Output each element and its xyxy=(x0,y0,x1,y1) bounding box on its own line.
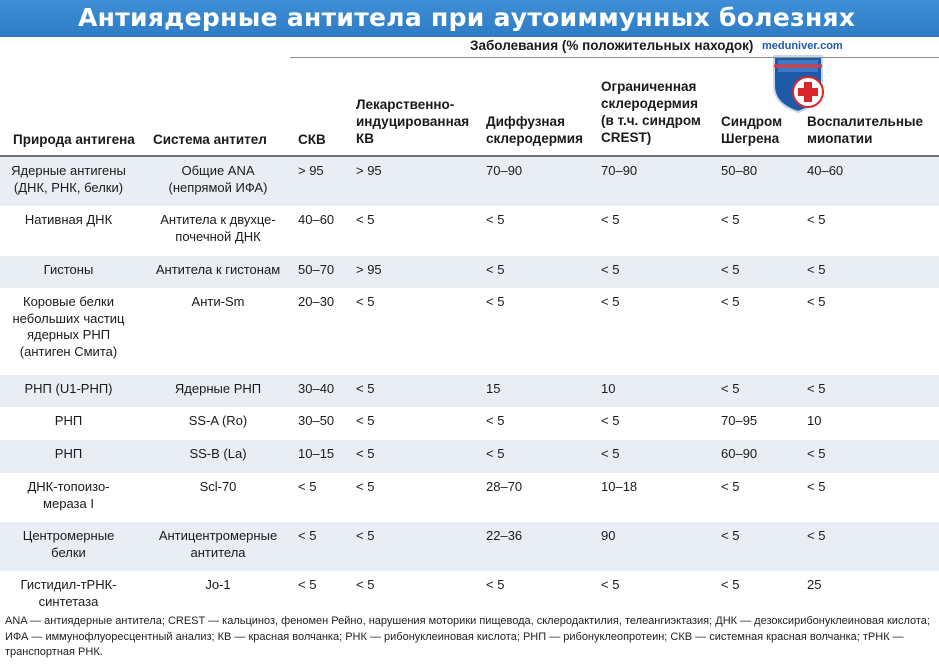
cell-limited: < 5 xyxy=(601,413,620,428)
cell-drug: < 5 xyxy=(356,413,375,428)
cell-antigen: Гистидил-тРНК- синтетаза xyxy=(20,577,117,609)
site-logo[interactable] xyxy=(762,40,842,112)
footnote: ANA — антиядерные антитела; CREST — кальциноз, феномен Рейно, нарушения моторики пищевода, склеродактилия, телеангиэктазия; ДНК — дезоксирибонуклеиновая кислота; ИФА — иммунофлуоресцентный анализ; КВ — красная волчанка; РНК — рибонуклеиновая кислота; РНП — рибонуклеопротеин; СКВ — системная красная волчанка; тРНК — транспортная РНК. xyxy=(5,615,930,658)
cell-limited: < 5 xyxy=(601,294,620,309)
cell-sjogren: 70–95 xyxy=(721,413,758,428)
cell-diffuse: 15 xyxy=(486,381,501,396)
cell-antigen: ДНК-топоизо- мераза I xyxy=(27,479,110,511)
cell-sjogren: 50–80 xyxy=(721,163,758,178)
cell-myopathy: < 5 xyxy=(807,528,826,543)
table-row xyxy=(0,206,939,256)
cell-drug: < 5 xyxy=(356,479,375,494)
cell-antibody: Анти-Sm xyxy=(191,294,245,309)
cell-antigen: Ядерные антигены (ДНК, РНК, белки) xyxy=(11,163,126,195)
cell-antibody: Jo-1 xyxy=(205,577,231,592)
header-antibody: Система антител xyxy=(153,132,267,147)
table-row xyxy=(0,473,939,522)
header-myopathy: Воспалительные миопатии xyxy=(807,114,924,146)
cell-antibody: Антитела к двухце- почечной ДНК xyxy=(160,212,276,244)
cell-antibody: Антитела к гистонам xyxy=(155,262,281,277)
cell-sjogren: < 5 xyxy=(721,528,740,543)
header-drug: Лекарственно- индуцированная КВ xyxy=(356,97,470,146)
table-row xyxy=(0,375,939,407)
cell-diffuse: 70–90 xyxy=(486,163,523,178)
cell-sjogren: < 5 xyxy=(721,479,740,494)
header-skv: СКВ xyxy=(298,132,326,147)
cell-drug: < 5 xyxy=(356,381,375,396)
cell-antigen: РНП xyxy=(54,446,83,461)
cell-diffuse: < 5 xyxy=(486,577,505,592)
cell-myopathy: < 5 xyxy=(807,446,826,461)
cell-sjogren: 60–90 xyxy=(721,446,758,461)
cell-diffuse: < 5 xyxy=(486,294,505,309)
cell-skv: < 5 xyxy=(298,479,317,494)
cell-antibody: Ядерные РНП xyxy=(174,381,262,396)
cell-myopathy: 40–60 xyxy=(807,163,844,178)
cell-limited: < 5 xyxy=(601,262,620,277)
cell-myopathy: < 5 xyxy=(807,294,826,309)
cell-myopathy: < 5 xyxy=(807,479,826,494)
cell-myopathy: 10 xyxy=(807,413,822,428)
cell-skv: < 5 xyxy=(298,577,317,592)
table-row xyxy=(0,571,939,611)
cell-skv: 10–15 xyxy=(298,446,335,461)
cell-sjogren: < 5 xyxy=(721,212,740,227)
cell-drug: < 5 xyxy=(356,446,375,461)
page-title: Антиядерные антитела при аутоиммунных болезнях xyxy=(78,3,856,32)
cell-drug: < 5 xyxy=(356,577,375,592)
cell-skv: 30–40 xyxy=(298,381,335,396)
cell-skv: > 95 xyxy=(298,163,324,178)
table-row xyxy=(0,407,939,440)
cell-skv: < 5 xyxy=(298,528,317,543)
cell-drug: < 5 xyxy=(356,212,375,227)
cell-limited: 10–18 xyxy=(601,479,638,494)
group-divider xyxy=(290,57,939,58)
cell-limited: 10 xyxy=(601,381,616,396)
cell-sjogren: < 5 xyxy=(721,577,740,592)
cell-drug: < 5 xyxy=(356,528,375,543)
cell-antibody: Scl-70 xyxy=(199,479,237,494)
cell-antibody: SS-B (La) xyxy=(189,446,247,461)
cell-myopathy: < 5 xyxy=(807,262,826,277)
cell-drug: > 95 xyxy=(356,163,382,178)
cell-diffuse: < 5 xyxy=(486,446,505,461)
cell-diffuse: 28–70 xyxy=(486,479,523,494)
table-row xyxy=(0,440,939,473)
table-row xyxy=(0,522,939,571)
cell-diffuse: < 5 xyxy=(486,413,505,428)
cell-diffuse: 22–36 xyxy=(486,528,523,543)
cell-antigen: Нативная ДНК xyxy=(24,212,113,227)
cell-sjogren: < 5 xyxy=(721,294,740,309)
header-sjogren: Синдром Шегрена xyxy=(721,114,783,146)
cell-drug: > 95 xyxy=(356,262,382,277)
cell-sjogren: < 5 xyxy=(721,262,740,277)
table-row xyxy=(0,157,939,206)
cell-drug: < 5 xyxy=(356,294,375,309)
cell-sjogren: < 5 xyxy=(721,381,740,396)
header-diffuse: Диффузная склеродермия xyxy=(486,114,583,146)
cell-skv: 40–60 xyxy=(298,212,335,227)
cell-myopathy: < 5 xyxy=(807,212,826,227)
cell-antibody: Антицентромерные антитела xyxy=(158,528,278,560)
cell-skv: 30–50 xyxy=(298,413,335,428)
title-bar xyxy=(0,0,939,37)
cell-antigen: Центромерные белки xyxy=(22,528,115,560)
table-row xyxy=(0,256,939,288)
cell-limited: < 5 xyxy=(601,212,620,227)
cell-limited: < 5 xyxy=(601,446,620,461)
logo-text: meduniver.com xyxy=(762,40,843,52)
cell-limited: 90 xyxy=(601,528,616,543)
cell-antibody: SS-A (Ro) xyxy=(188,413,248,428)
cell-diffuse: < 5 xyxy=(486,212,505,227)
cell-diffuse: < 5 xyxy=(486,262,505,277)
cell-limited: < 5 xyxy=(601,577,620,592)
header-limited: Ограниченная склеродермия (в т.ч. синдром CREST) xyxy=(601,79,701,145)
cell-skv: 20–30 xyxy=(298,294,335,309)
table-row xyxy=(0,288,939,375)
cell-antigen: Гистоны xyxy=(43,262,94,277)
header-antigen: Природа антигена xyxy=(13,132,135,147)
cell-antibody: Общие ANA (непрямой ИФА) xyxy=(168,163,268,195)
cell-myopathy: 25 xyxy=(807,577,822,592)
cell-limited: 70–90 xyxy=(601,163,638,178)
cell-antigen: Коровые белки небольших частиц ядерных РНП (антиген Смита) xyxy=(12,294,125,359)
group-header: Заболевания (% положительных находок) xyxy=(470,38,754,53)
cell-antigen: РНП (U1-РНП) xyxy=(24,381,113,396)
cell-antigen: РНП xyxy=(54,413,83,428)
medical-cross-shield-icon xyxy=(768,52,828,114)
cell-skv: 50–70 xyxy=(298,262,335,277)
cell-myopathy: < 5 xyxy=(807,381,826,396)
